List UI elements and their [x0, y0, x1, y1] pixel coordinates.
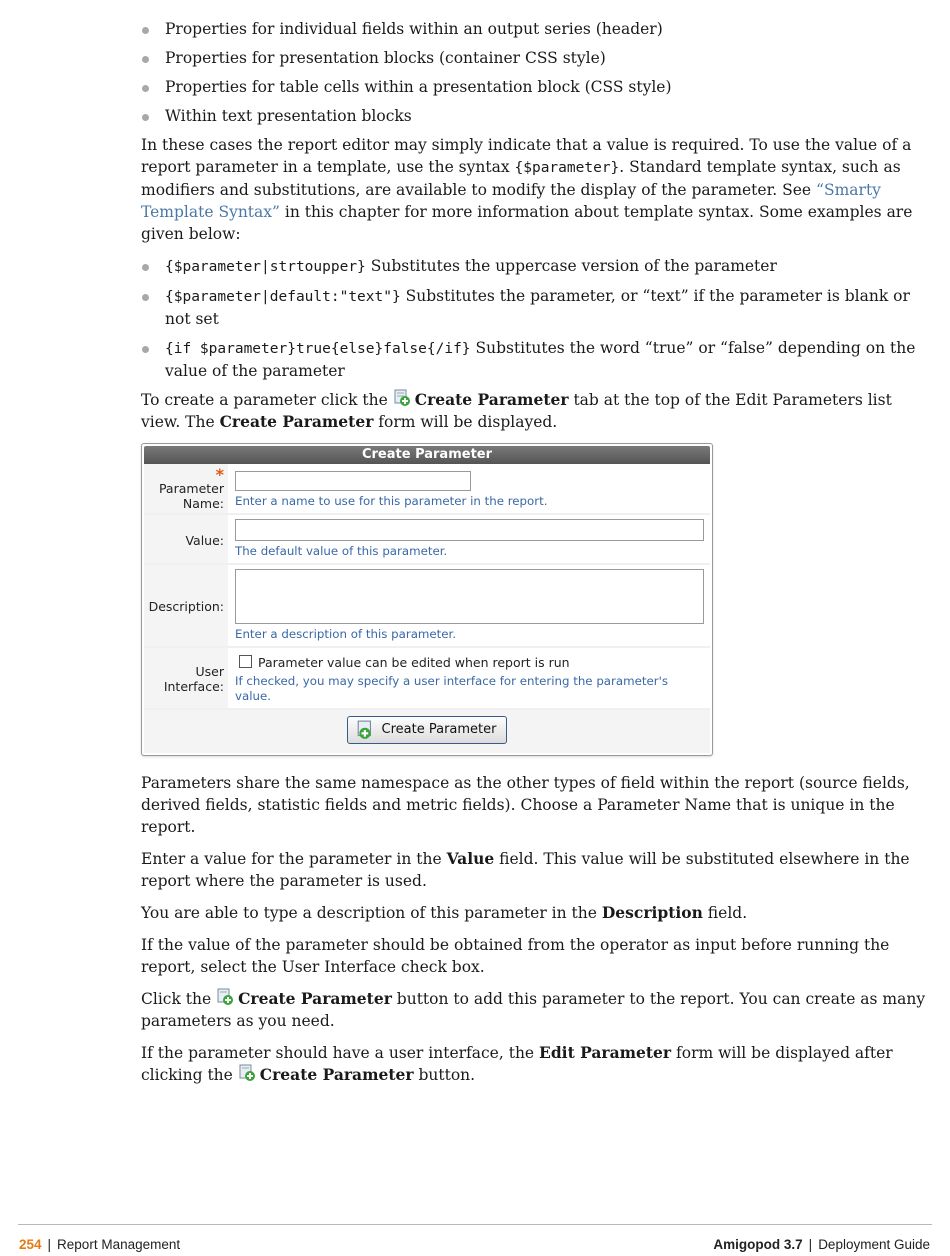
product-name: Amigopod 3.7 — [713, 1237, 803, 1252]
list-item: Properties for individual fields within an output series (header) — [141, 18, 933, 40]
intro-paragraph: In these cases the report editor may simply indicate that a value is required. To use the value of a report parameter in a template, use the syntax {$parameter}. Standard template syntax, such as modifiers and substitutions, are available to modify the display of the parameter. See “Smarty Template Syntax” in this chapter for more information about template syntax. Some examples are given below: — [141, 136, 913, 243]
user-interface-row — [144, 648, 710, 710]
list-item: Properties for presentation blocks (container CSS style) — [141, 47, 933, 69]
description-hint: Enter a description of this parameter. — [235, 627, 457, 641]
create-parameter-icon — [238, 1064, 256, 1082]
value-label: Value: — [185, 532, 224, 548]
create-parameter-icon — [216, 988, 234, 1006]
footer-separator: | — [808, 1237, 813, 1252]
example-code: {$parameter|strtoupper} — [165, 259, 366, 275]
create-parameter-icon — [356, 720, 376, 740]
page-footer — [19, 1234, 930, 1252]
description-paragraph: You are able to type a description of this parameter in the Description field. — [141, 903, 748, 922]
user-interface-checkbox[interactable] — [239, 655, 252, 668]
footer-divider — [18, 1224, 932, 1225]
create-parameter-button-label: Create Parameter — [381, 722, 497, 737]
user-interface-hint: If checked, you may specify a user interface for entering the parameter's value. — [235, 674, 668, 703]
create-parameter-form — [141, 443, 713, 756]
footer-separator: | — [47, 1237, 52, 1252]
guide-name: Deployment Guide — [818, 1237, 930, 1252]
list-item: Properties for table cells within a presentation block (CSS style) — [141, 76, 933, 98]
click-create-paragraph: Click the Create Parameter button to add this parameter to the report. You can create as many parameters as you need. — [141, 989, 926, 1030]
description-row — [144, 565, 710, 648]
description-label: Description: — [148, 599, 224, 614]
property-list — [141, 18, 933, 127]
parameter-name-input[interactable] — [235, 471, 471, 491]
value-row — [144, 515, 710, 565]
description-textarea[interactable] — [235, 569, 704, 624]
list-item: {$parameter|default:"text"} Substitutes the parameter, or “text” if the parameter is blank or not set — [141, 285, 933, 330]
create-parameter-button[interactable] — [347, 716, 508, 744]
example-list — [141, 255, 933, 382]
namespace-paragraph: Parameters share the same namespace as the other types of field within the report (source fields, derived fields, statistic fields and metric fields). Choose a Parameter Name that is unique in the report. — [141, 774, 910, 836]
user-interface-checkbox-label[interactable]: Parameter value can be edited when report is run — [258, 655, 570, 670]
parameter-name-row — [144, 464, 710, 515]
form-title: Create Parameter — [144, 446, 710, 464]
example-code: {$parameter|default:"text"} — [165, 289, 401, 305]
parameter-name-label: Parameter Name: — [158, 480, 224, 511]
list-item: {if $parameter}true{else}false{/if} Substitutes the word “true” or “false” depending on the value of the parameter — [141, 337, 933, 382]
create-parameter-icon — [393, 389, 411, 407]
value-paragraph: Enter a value for the parameter in the Value field. This value will be substituted elsewhere in the report where the parameter is used. — [141, 849, 910, 890]
required-marker: * — [215, 464, 224, 484]
value-hint: The default value of this parameter. — [235, 544, 448, 558]
parameter-name-hint: Enter a name to use for this parameter in the report. — [235, 494, 548, 508]
list-item: Within text presentation blocks — [141, 105, 933, 127]
example-code: {if $parameter}true{else}false{/if} — [165, 341, 471, 357]
page-number: 254 — [19, 1237, 42, 1252]
edit-parameter-paragraph: If the parameter should have a user interface, the Edit Parameter form will be displayed after clicking the Create Parameter button. — [141, 1043, 893, 1084]
list-item: {$parameter|strtoupper} Substitutes the uppercase version of the parameter — [141, 255, 933, 278]
document-body — [141, 18, 933, 1096]
parameter-syntax: {$parameter} — [514, 160, 620, 176]
section-name: Report Management — [57, 1237, 181, 1252]
smarty-template-syntax-link[interactable]: “Smarty Template Syntax” — [141, 181, 881, 221]
user-interface-paragraph: If the value of the parameter should be obtained from the operator as input before running the report, select the User Interface check box. — [141, 936, 890, 976]
value-input[interactable] — [235, 519, 704, 541]
user-interface-label: User Interface: — [163, 664, 224, 694]
create-instructions: To create a parameter click the Create Parameter tab at the top of the Edit Parameters list view. The Create Parameter form will be displayed. — [141, 390, 892, 431]
